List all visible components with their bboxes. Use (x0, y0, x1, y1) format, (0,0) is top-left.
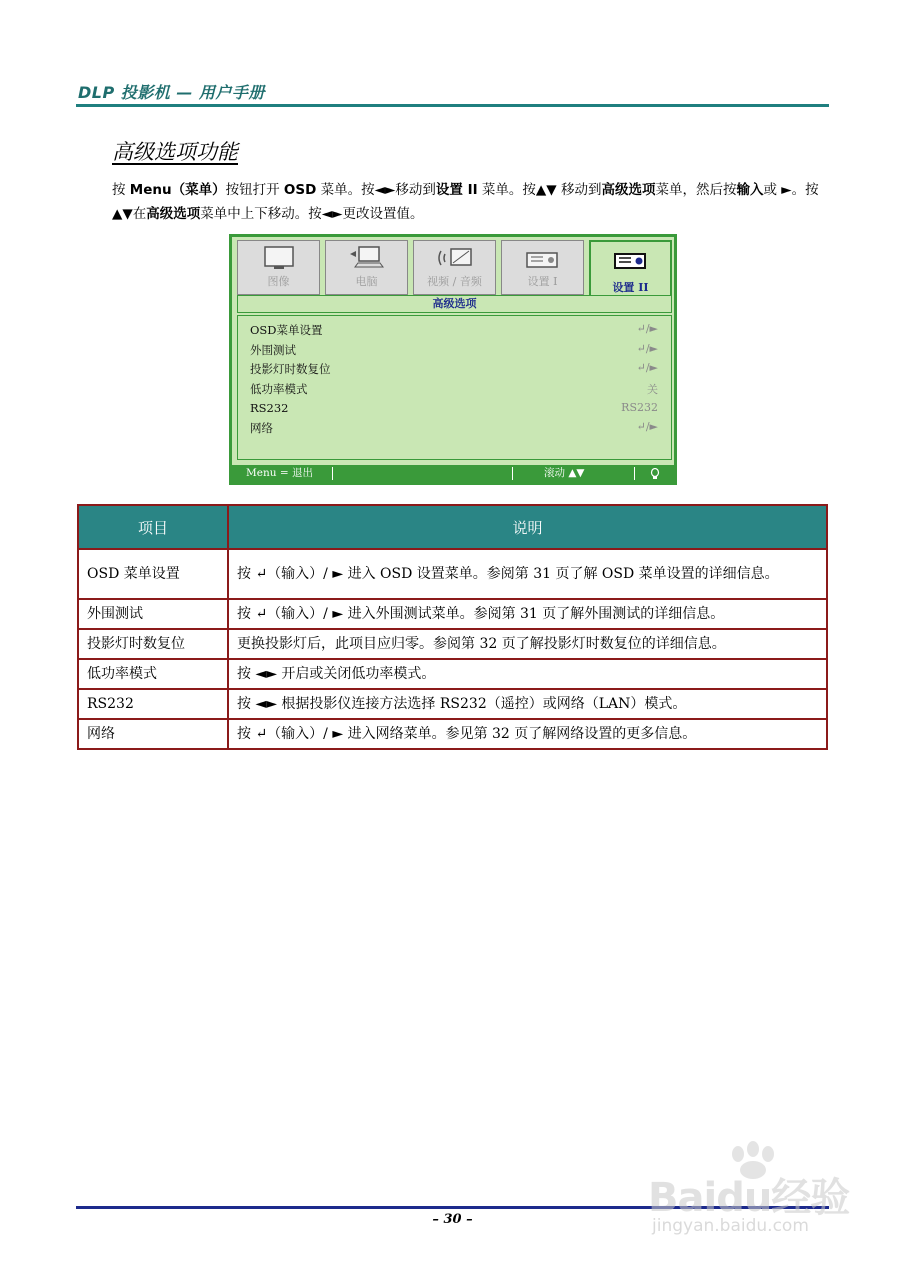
osd-footer-divider (512, 467, 513, 480)
table-cell-description: 按 ◄► 开启或关闭低功率模式。 (228, 659, 827, 689)
audio-video-icon (433, 245, 477, 277)
intro-settings2: 设置 II (435, 182, 478, 198)
osd-tab-settings1[interactable] (501, 240, 584, 295)
osd-tab-settings2[interactable] (589, 240, 672, 300)
table-header-item: 项目 (78, 505, 228, 549)
table-row (78, 659, 827, 689)
table-cell-description: 按 ◄► 根据投影仪连接方法选择 RS232（遥控）或网络（LAN）模式。 (228, 689, 827, 719)
intro-text: 按 (112, 182, 130, 198)
osd-tab-label: 电脑 (355, 275, 378, 288)
document-header-title: DLP 投影机 — 用户手册 (78, 83, 265, 102)
intro-text: 按钮打开 (225, 182, 284, 198)
osd-item-label: 低功率模式 (250, 382, 308, 396)
intro-advanced: 高级选项 (601, 182, 656, 198)
osd-menu-item[interactable] (250, 342, 658, 361)
intro-text: 菜单，然后按 (655, 182, 737, 198)
osd-footer-divider (634, 467, 635, 480)
watermark-url: jingyan.baidu.com (652, 1216, 809, 1236)
osd-item-value: ↵/► (636, 342, 658, 355)
intro-paragraph (112, 178, 832, 226)
table-row (78, 599, 827, 629)
osd-menu-exit-hint: Menu = 退出 (246, 467, 313, 479)
projector-settings2-icon (609, 246, 653, 278)
description-table (77, 504, 828, 750)
section-title: 高级选项功能 (112, 140, 238, 164)
osd-item-label: OSD菜单设置 (250, 323, 323, 337)
lamp-icon (650, 468, 660, 486)
osd-tab-label: 设置 II (612, 281, 649, 294)
osd-item-label: 网络 (250, 421, 273, 435)
osd-tab-video-audio[interactable] (413, 240, 496, 295)
osd-item-value: ↵/► (636, 361, 658, 374)
osd-tab-image[interactable] (237, 240, 320, 295)
osd-item-value: RS232 (621, 401, 658, 414)
table-row (78, 629, 827, 659)
osd-tab-label: 图像 (267, 275, 290, 288)
intro-advanced2: 高级选项 (146, 206, 201, 222)
table-cell-item: 网络 (78, 719, 228, 749)
table-cell-item: RS232 (78, 689, 228, 719)
intro-enter: 输入 (736, 182, 764, 198)
osd-scroll-hint: 滚动 ▲▼ (544, 467, 585, 479)
osd-item-value: 关 (647, 383, 658, 396)
table-row (78, 689, 827, 719)
osd-footer-bar (232, 465, 674, 482)
table-cell-description: 按 ↵（输入）/ ► 进入网络菜单。参见第 32 页了解网络设置的更多信息。 (228, 719, 827, 749)
header-rule (76, 104, 829, 107)
osd-tab-label: 设置 I (527, 275, 558, 288)
table-cell-item: 投影灯时数复位 (78, 629, 228, 659)
table-cell-description: 按 ↵（输入）/ ► 进入 OSD 设置菜单。参阅第 31 页了解 OSD 菜单设置的详细信息。 (228, 549, 827, 599)
osd-tab-computer[interactable] (325, 240, 408, 295)
table-cell-description: 更换投影灯后，此项目应归零。参阅第 32 页了解投影灯时数复位的详细信息。 (228, 629, 827, 659)
intro-text: 或 ►。按▲▼在 (112, 182, 819, 222)
table-header-description: 说明 (228, 505, 827, 549)
watermark-logo: Baidu经验 (648, 1175, 850, 1221)
baidu-watermark (640, 1140, 855, 1250)
osd-menu-item[interactable] (250, 381, 658, 400)
osd-item-value: ↵/► (636, 322, 658, 335)
intro-text: 菜单。按▲▼ 移动到 (477, 182, 602, 198)
table-row (78, 719, 827, 749)
osd-menu-item[interactable] (250, 361, 658, 380)
osd-item-label: RS232 (250, 401, 289, 415)
table-cell-item: 低功率模式 (78, 659, 228, 689)
table-cell-item: 外围测试 (78, 599, 228, 629)
intro-text: 菜单。按◄►移动到 (316, 182, 436, 198)
osd-item-label: 外围测试 (250, 343, 296, 357)
osd-item-label: 投影灯时数复位 (250, 362, 331, 376)
computer-icon (347, 245, 387, 277)
table-cell-item: OSD 菜单设置 (78, 549, 228, 599)
osd-item-value: ↵/► (636, 420, 658, 433)
osd-menu-list (237, 315, 672, 460)
osd-tab-label: 视频 / 音频 (427, 275, 482, 288)
monitor-icon (262, 245, 296, 275)
table-cell-description: 按 ↵（输入）/ ► 进入外围测试菜单。参阅第 31 页了解外围测试的详细信息。 (228, 599, 827, 629)
osd-menu-item[interactable] (250, 401, 658, 420)
osd-menu-subtitle: 高级选项 (237, 295, 672, 313)
table-header-row (78, 505, 827, 549)
osd-footer-divider (332, 467, 333, 480)
osd-menu (229, 234, 677, 485)
page-number: – 30 – (432, 1212, 473, 1227)
osd-menu-item[interactable] (250, 322, 658, 341)
table-row (78, 549, 827, 599)
intro-text: 菜单中上下移动。按◄►更改设置值。 (200, 206, 424, 222)
osd-menu-item[interactable] (250, 420, 658, 439)
projector-settings-icon (521, 245, 565, 277)
intro-menu-key: Menu（菜单） (129, 182, 226, 198)
intro-osd: OSD (283, 182, 317, 198)
osd-tab-bar (237, 240, 671, 297)
